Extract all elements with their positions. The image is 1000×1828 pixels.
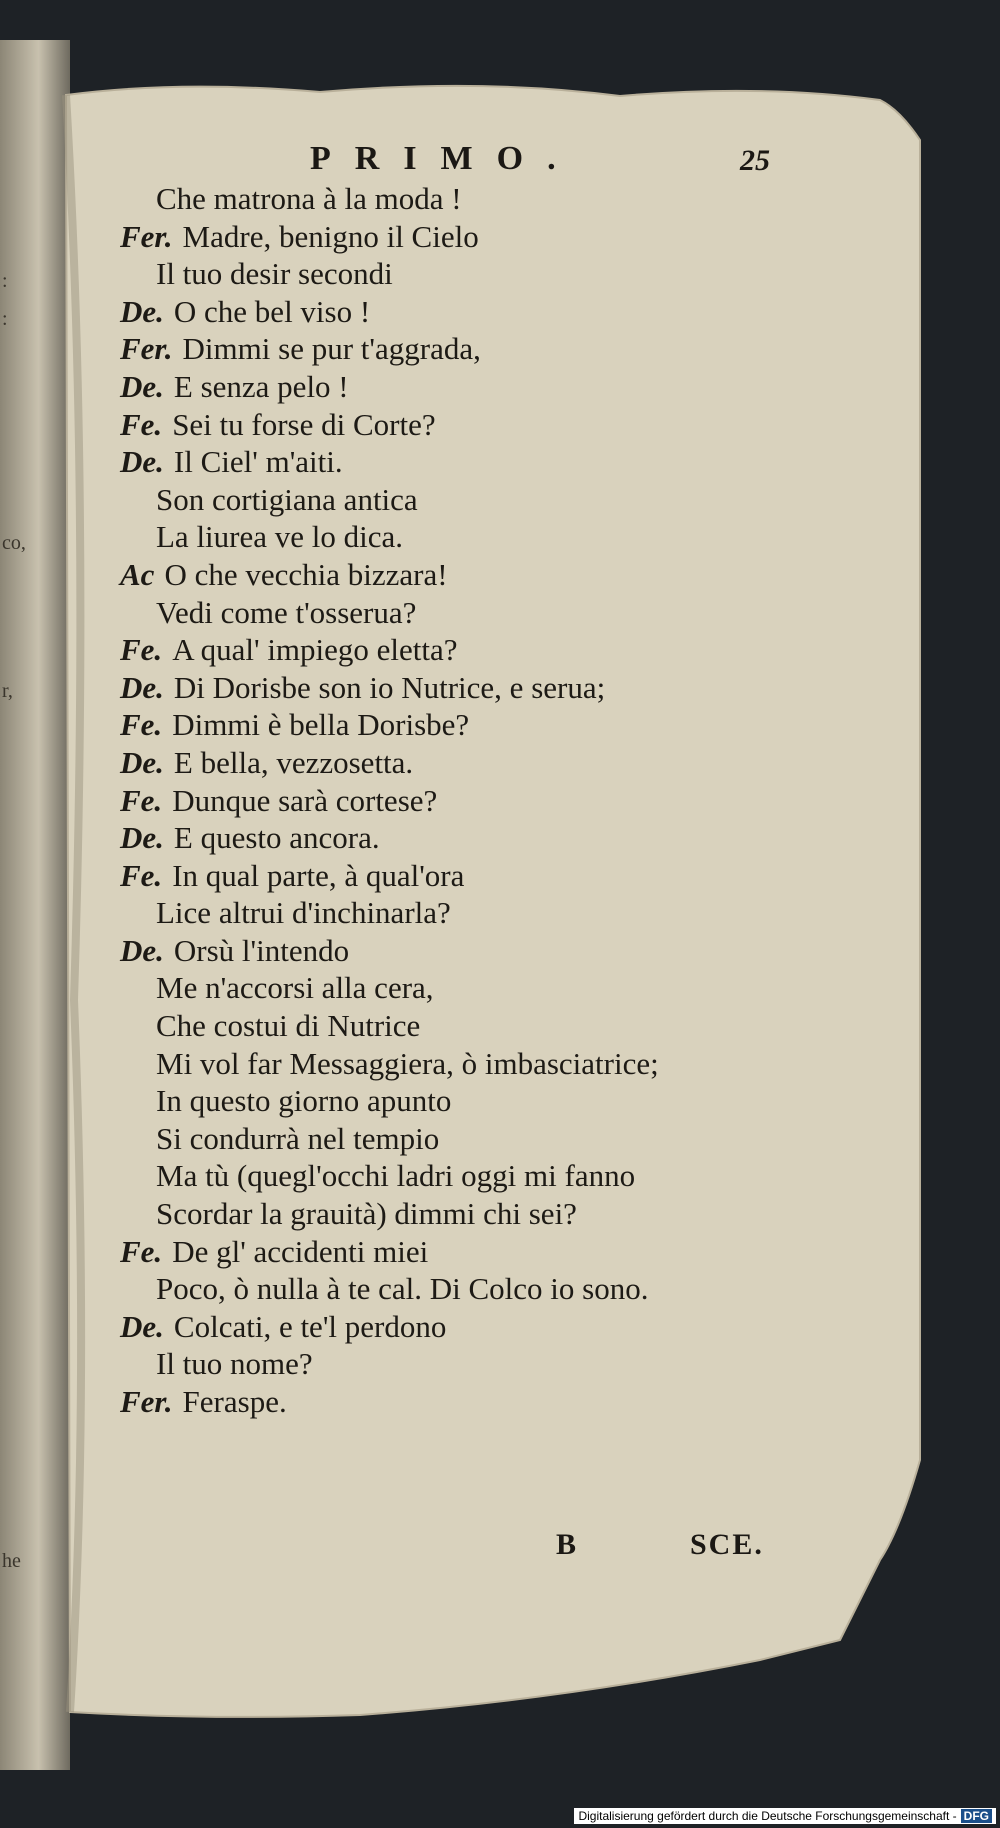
line-text: O che bel viso ! <box>173 293 371 329</box>
speaker-label: De. <box>120 368 164 404</box>
speaker-label: De. <box>120 669 164 705</box>
line-text: Me n'accorsi alla cera, <box>156 970 434 1006</box>
text-line <box>120 1007 820 1045</box>
text-line <box>120 594 820 632</box>
text-line <box>120 1157 820 1195</box>
text-line <box>120 857 820 895</box>
line-text: La liurea ve lo dica. <box>156 519 404 555</box>
line-text: De gl' accidenti miei <box>172 1233 429 1269</box>
text-line <box>120 744 820 782</box>
line-text: Dimmi se pur t'aggrada, <box>182 331 481 367</box>
catchword: SCE. <box>690 1528 764 1561</box>
speaker-label: Fer. <box>120 1384 173 1419</box>
line-text: E questo ancora. <box>173 820 380 856</box>
line-text: Il tuo desir secondi <box>156 256 393 292</box>
speaker-label: Fer. <box>120 218 173 254</box>
line-text: Sei tu forse di Corte? <box>172 406 436 442</box>
text-line <box>120 1045 820 1083</box>
line-text: Lice altrui d'inchinarla? <box>156 895 451 931</box>
text-line <box>120 1308 820 1346</box>
speaker-label: Fe. <box>120 782 163 818</box>
line-text: Dimmi è bella Dorisbe? <box>172 707 470 743</box>
text-line <box>120 368 820 406</box>
line-text: E bella, vezzosetta. <box>173 744 414 780</box>
text-line <box>120 894 820 932</box>
speaker-label: Fe. <box>120 632 163 668</box>
line-text: Il tuo nome? <box>156 1346 313 1382</box>
line-text: Il Ciel' m'aiti. <box>173 444 343 480</box>
speaker-label: Fe. <box>120 707 163 743</box>
line-text: Si condurrà nel tempio <box>156 1120 440 1156</box>
line-text: Son cortigiana antica <box>156 481 418 517</box>
text-line <box>120 293 820 331</box>
line-text: Di Dorisbe son io Nutrice, e serua; <box>173 669 606 705</box>
line-text: In questo giorno apunto <box>156 1083 452 1119</box>
text-line <box>120 631 820 669</box>
text-line <box>120 1082 820 1120</box>
facing-page-fragment: : <box>2 270 8 292</box>
speaker-label: Fe. <box>120 406 163 442</box>
text-line <box>120 669 820 707</box>
text-line <box>120 1270 820 1308</box>
text-line <box>120 218 820 256</box>
text-line <box>120 406 820 444</box>
line-text: Orsù l'intendo <box>173 932 350 968</box>
text-line <box>120 1345 820 1383</box>
text-line <box>120 932 820 970</box>
speaker-label: De. <box>120 293 164 329</box>
running-head: PRIMO. <box>310 140 580 177</box>
dfg-logo: DFG <box>961 1809 992 1823</box>
text-line <box>120 782 820 820</box>
line-text: Poco, ò nulla à te cal. Di Colco io sono. <box>156 1271 649 1307</box>
text-line <box>120 518 820 556</box>
line-text: E senza pelo ! <box>173 368 349 404</box>
page-number: 25 <box>740 144 770 177</box>
text-line <box>120 1120 820 1158</box>
line-text: Mi vol far Messaggiera, ò imbasciatrice; <box>156 1045 659 1081</box>
speaker-label: Ac <box>120 556 155 592</box>
speaker-label: Fe. <box>120 857 163 893</box>
facing-page-fragment: r, <box>2 680 13 702</box>
speaker-label: Fer. <box>120 331 173 367</box>
text-line <box>120 1233 820 1271</box>
speaker-label: De. <box>120 744 164 780</box>
text-line <box>120 1195 820 1233</box>
line-text: Colcati, e te'l perdono <box>173 1308 447 1344</box>
line-text: Che costui di Nutrice <box>156 1008 421 1044</box>
facing-page-fragment: he <box>2 1550 21 1572</box>
text-line <box>120 255 820 293</box>
text-line <box>120 330 820 368</box>
speaker-label: De. <box>120 1308 164 1344</box>
text-line <box>120 180 820 218</box>
line-text: Vedi come t'osserua? <box>156 594 417 630</box>
credit-text: Digitalisierung gefördert durch die Deutsche Forschungsgemeinschaft - <box>578 1809 957 1823</box>
line-text: Dunque sarà cortese? <box>172 782 438 818</box>
line-text: Che matrona à la moda ! <box>156 181 462 216</box>
page-footer <box>60 1528 940 1568</box>
text-line <box>120 443 820 481</box>
line-text: Madre, benigno il Cielo <box>182 218 479 254</box>
signature-mark: B <box>556 1528 577 1561</box>
line-text: In qual parte, à qual'ora <box>172 857 465 893</box>
speaker-label: De. <box>120 932 164 968</box>
speaker-label: Fe. <box>120 1233 163 1269</box>
line-text: O che vecchia bizzara! <box>164 556 448 592</box>
text-line <box>120 819 820 857</box>
line-text: A qual' impiego eletta? <box>172 632 458 668</box>
text-line <box>120 969 820 1007</box>
book-page <box>60 0 940 1828</box>
facing-page-fragment: co, <box>2 532 26 554</box>
text-line <box>120 481 820 519</box>
text-line <box>120 556 820 594</box>
dialogue-text <box>120 180 820 1421</box>
line-text: Feraspe. <box>182 1384 287 1419</box>
facing-page-fragment: : <box>2 308 8 330</box>
speaker-label: De. <box>120 820 164 856</box>
digitization-credit <box>574 1808 996 1824</box>
line-text: Ma tù (quegl'occhi ladri oggi mi fanno <box>156 1158 636 1194</box>
text-line <box>120 1383 820 1421</box>
text-line <box>120 706 820 744</box>
line-text: Scordar la grauità) dimmi chi sei? <box>156 1196 577 1232</box>
speaker-label: De. <box>120 444 164 480</box>
